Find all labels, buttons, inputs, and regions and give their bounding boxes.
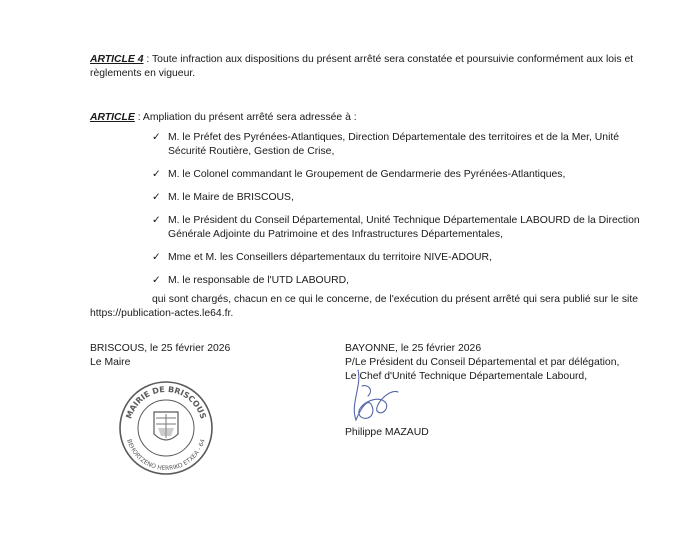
recipient-text: M. le Colonel commandant le Groupement de Gendarmerie des Pyrénées-Atlantiques,: [168, 169, 566, 180]
checkmark-icon: ✓: [152, 132, 161, 143]
list-item: [152, 168, 652, 182]
checkmark-icon: ✓: [152, 215, 161, 226]
left-signature-block: [90, 342, 230, 370]
list-item: [152, 274, 652, 288]
left-role: Le Maire: [90, 357, 131, 368]
list-item: [152, 191, 652, 205]
article-text: : Ampliation du présent arrêté sera adressée à :: [134, 112, 357, 123]
recipient-text: M. le responsable de l'UTD LABOURD,: [168, 275, 349, 286]
checkmark-icon: ✓: [152, 275, 161, 286]
article-4-label: ARTICLE 4: [90, 54, 144, 65]
stamp-text: MAIRIE DE BRISCOUS: [124, 384, 208, 420]
closing-paragraph: [90, 293, 650, 321]
list-item: [152, 131, 652, 159]
checkmark-icon: ✓: [152, 192, 161, 203]
recipient-text: Mme et M. les Conseillers départementaux du territoire NIVE-ADOUR,: [168, 252, 492, 263]
right-line2: Le Chef d'Unité Technique Départementale Labourd,: [345, 371, 588, 382]
recipient-text: M. le Préfet des Pyrénées-Atlantiques, Direction Départementale des territoires et de la Mer, Unité Sécurité Routière, Gestion de Crise,: [168, 132, 620, 157]
right-line1: P/Le Président du Conseil Départemental et par délégation,: [345, 357, 620, 368]
handwritten-signature-icon: [338, 366, 418, 426]
mairie-stamp-icon: [116, 378, 216, 478]
article-4-paragraph: [90, 53, 650, 81]
left-place-date: BRISCOUS, le 25 février 2026: [90, 343, 231, 354]
right-place-date: BAYONNE, le 25 février 2026: [345, 343, 482, 354]
list-item: [152, 214, 652, 242]
checkmark-icon: ✓: [152, 169, 161, 180]
list-item: [152, 251, 652, 265]
checkmark-icon: ✓: [152, 252, 161, 263]
recipients-list: [152, 131, 652, 297]
article-4-text: : Toute infraction aux dispositions du présent arrêté sera constatée et poursuivie conformément aux lois et règlements en vigueur.: [90, 54, 634, 79]
signer-name: Philippe MAZAUD: [345, 427, 429, 438]
stamp-bottom-text: BEHORTZENO HERRIKO ETXEA - 64: [125, 438, 207, 473]
recipient-text: M. le Président du Conseil Départemental, Unité Technique Départementale LABOURD de la Direction Générale Adjointe du Patrimoine et des Infrastructures Départementales,: [168, 215, 640, 240]
svg-text:BEHORTZENO HERRIKO ETXEA - 64: [125, 438, 207, 472]
article-ampliation-heading: [90, 111, 357, 125]
closing-text: qui sont chargés, chacun en ce qui le concerne, de l'exécution du présent arrêté qui sera publié sur le site https://publication-actes.le64.fr.: [90, 294, 639, 319]
recipient-text: M. le Maire de BRISCOUS,: [168, 192, 294, 203]
article-label: ARTICLE: [90, 112, 135, 123]
